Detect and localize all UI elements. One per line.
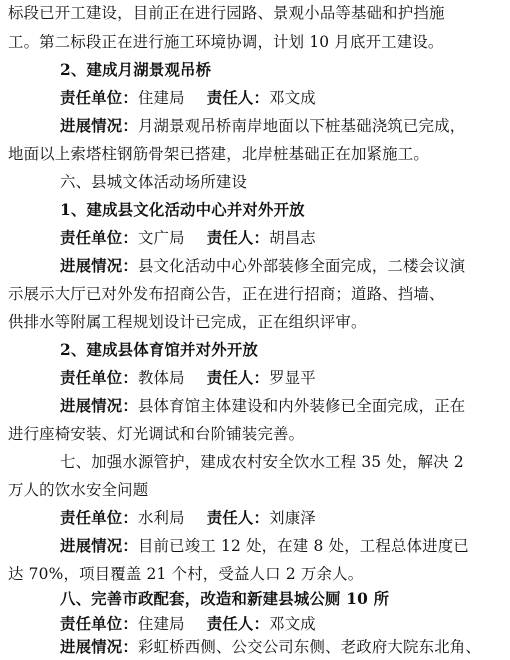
paragraph-line: 标段已开工建设，目前正在进行园路、景观小品等基础和护挡施 [8,4,445,22]
paragraph-line: 供排水等附属工程规划设计已完成，正在组织评审。 [8,313,367,331]
heading-gym: 2、建成县体育馆并对外开放 [60,341,258,359]
progress-line [60,393,510,419]
progress-line [60,113,510,139]
section-6-heading: 六、县城文体活动场所建设 [60,173,248,191]
progress-text: 月湖景观吊桥南岸地面以下桩基础浇筑已完成， [137,117,466,135]
unit-value: 文广局 [137,229,185,247]
progress-text: 彩虹桥西侧、公交公司东侧、老政府大院东北角、 [137,638,481,656]
unit-label: 责任单位： [60,615,138,633]
paragraph-line: 达 70%，项目覆盖 21 个村，受益人口 2 万余人。 [8,565,364,583]
responsibility-line [60,225,510,251]
paragraph-line: 进行座椅安装、灯光调试和台阶铺装完善。 [8,425,305,443]
progress-label: 进展情况： [60,117,138,135]
person-value: 刘康泽 [269,509,316,527]
progress-line [60,634,510,660]
section-7-heading-cont: 万人的饮水安全问题 [8,481,149,499]
responsibility-line [60,85,510,111]
progress-line [60,253,510,279]
person-label: 责任人： [206,89,270,107]
progress-line [60,533,510,559]
progress-label: 进展情况： [60,257,138,275]
paragraph-line: 地面以上索塔柱钢筋骨架已搭建，北岸桩基础正在加紧施工。 [8,145,429,163]
unit-value: 住建局 [137,615,185,633]
person-label: 责任人： [206,509,270,527]
responsibility-line [60,365,510,391]
unit-value: 住建局 [137,89,185,107]
unit-label: 责任单位： [60,89,138,107]
unit-label: 责任单位： [60,509,138,527]
paragraph-line: 工。第二标段正在进行施工环境协调，计划 10 月底开工建设。 [8,33,444,51]
person-value: 胡昌志 [269,229,316,247]
section-8-heading: 八、完善市政配套，改造和新建县城公厕 10 所 [60,590,390,608]
person-value: 邓文成 [269,89,316,107]
progress-text: 县体育馆主体建设和内外装修已全面完成，正在 [137,397,466,415]
person-value: 罗显平 [269,369,316,387]
heading-culture-center: 1、建成县文化活动中心并对外开放 [60,201,305,219]
person-label: 责任人： [206,369,270,387]
progress-text: 县文化活动中心外部装修全面完成，二楼会议演 [137,257,466,275]
progress-label: 进展情况： [60,638,138,656]
progress-text: 目前已竣工 12 处，在建 8 处，工程总体进度已 [137,537,469,555]
paragraph-line: 示展示大厅已对外发布招商公告，正在进行招商；道路、挡墙、 [8,285,445,303]
responsibility-line [60,505,510,531]
person-label: 责任人： [206,229,270,247]
heading-bridge: 2、建成月湖景观吊桥 [60,61,212,79]
section-7-heading: 七、加强水源管护，建成农村安全饮水工程 35 处，解决 2 [60,453,464,471]
unit-label: 责任单位： [60,229,138,247]
unit-value: 教体局 [137,369,185,387]
unit-label: 责任单位： [60,369,138,387]
unit-value: 水利局 [137,509,185,527]
progress-label: 进展情况： [60,537,138,555]
person-value: 邓文成 [269,615,316,633]
person-label: 责任人： [206,615,270,633]
progress-label: 进展情况： [60,397,138,415]
